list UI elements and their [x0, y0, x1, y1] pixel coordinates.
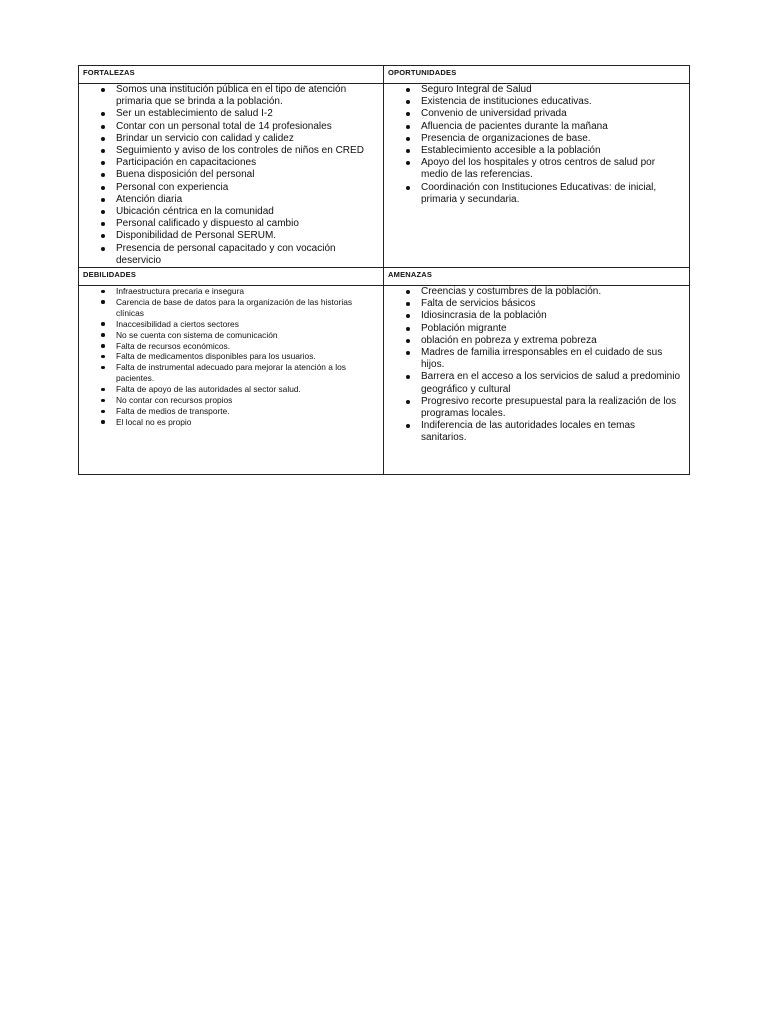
swot-table	[78, 65, 690, 475]
list-item: Contar con un personal total de 14 profesionales	[116, 121, 377, 133]
list-item: Falta de instrumental adecuado para mejorar la atención a los pacientes.	[116, 362, 377, 384]
amenazas-header: AMENAZAS	[384, 268, 690, 286]
list-item: Convenio de universidad privada	[421, 108, 683, 120]
list-item: Seguro Integral de Salud	[421, 84, 683, 96]
list-item: Carencia de base de datos para la organización de las historias clínicas	[116, 297, 377, 319]
list-item: Personal con experiencia	[116, 182, 377, 194]
list-item: Buena disposición del personal	[116, 169, 377, 181]
list-item: Falta de medicamentos disponibles para los usuarios.	[116, 351, 377, 362]
list-item: Atención diaria	[116, 194, 377, 206]
list-item: Inaccesibilidad a ciertos sectores	[116, 319, 377, 330]
list-item: Ser un establecimiento de salud I-2	[116, 108, 377, 120]
list-item: Participación en capacitaciones	[116, 157, 377, 169]
list-item: Existencia de instituciones educativas.	[421, 96, 683, 108]
debilidades-cell	[79, 286, 384, 475]
list-item: Progresivo recorte presupuestal para la realización de los programas locales.	[421, 396, 683, 420]
list-item: Falta de medios de transporte.	[116, 406, 377, 417]
list-item: Indiferencia de las autoridades locales en temas sanitarios.	[421, 420, 683, 444]
list-item: Barrera en el acceso a los servicios de salud a predominio geográfico y cultural	[421, 371, 683, 395]
debilidades-list	[79, 286, 383, 428]
list-item: Creencias y costumbres de la población.	[421, 286, 683, 298]
list-item: Presencia de personal capacitado y con vocación deservicio	[116, 243, 377, 267]
list-item: Infraestructura precaria e insegura	[116, 286, 377, 297]
list-item: Falta de recursos económicos.	[116, 341, 377, 352]
list-item: No se cuenta con sistema de comunicación	[116, 330, 377, 341]
fortalezas-list	[79, 84, 383, 267]
list-item: Presencia de organizaciones de base.	[421, 133, 683, 145]
list-item: Somos una institución pública en el tipo de atención primaria que se brinda a la población.	[116, 84, 377, 108]
list-item: Disponibilidad de Personal SERUM.	[116, 230, 377, 242]
list-item: Apoyo del los hospitales y otros centros de salud por medio de las referencias.	[421, 157, 683, 181]
list-item: Falta de servicios básicos	[421, 298, 683, 310]
list-item: Población migrante	[421, 323, 683, 335]
oportunidades-cell	[384, 84, 690, 268]
list-item: Personal calificado y dispuesto al cambio	[116, 218, 377, 230]
list-item: oblación en pobreza y extrema pobreza	[421, 335, 683, 347]
fortalezas-cell	[79, 84, 384, 268]
list-item: Afluencia de pacientes durante la mañana	[421, 121, 683, 133]
debilidades-header: DEBILIDADES	[79, 268, 384, 286]
list-item: Establecimiento accesible a la población	[421, 145, 683, 157]
oportunidades-list	[384, 84, 689, 206]
list-item: Ubicación céntrica en la comunidad	[116, 206, 377, 218]
list-item: No contar con recursos propios	[116, 395, 377, 406]
list-item: Brindar un servicio con calidad y calidez	[116, 133, 377, 145]
list-item: El local no es propio	[116, 417, 377, 428]
amenazas-cell	[384, 286, 690, 475]
oportunidades-header: OPORTUNIDADES	[384, 66, 690, 84]
list-item: Seguimiento y aviso de los controles de niños en CRED	[116, 145, 377, 157]
list-item: Idiosincrasia de la población	[421, 310, 683, 322]
fortalezas-header: FORTALEZAS	[79, 66, 384, 84]
list-item: Madres de familia irresponsables en el cuidado de sus hijos.	[421, 347, 683, 371]
amenazas-list	[384, 286, 689, 445]
list-item: Coordinación con Instituciones Educativas: de inicial, primaria y secundaria.	[421, 182, 683, 206]
list-item: Falta de apoyo de las autoridades al sector salud.	[116, 384, 377, 395]
